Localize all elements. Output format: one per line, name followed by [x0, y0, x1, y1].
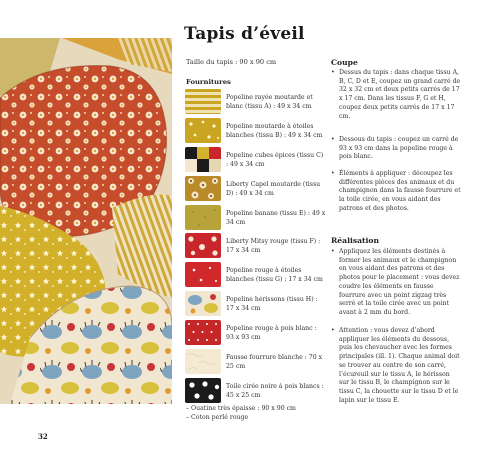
page-title: Tapis d’éveil: [184, 24, 305, 44]
fabric-swatch-white-fur: [185, 349, 221, 374]
supply-label: Popeline rouge à étoiles blanches (tissu G) : 17 x 34 cm: [226, 267, 323, 284]
fabric-swatch-black-dots: [185, 378, 221, 403]
supply-label: Popeline moutarde à étoiles blanches (tissu B) : 49 x 34 cm: [226, 122, 323, 139]
supply-label: Popeline rayée moutarde et blanc (tissu A) : 49 x 34 cm: [226, 94, 313, 110]
supply-label: Toile cirée noire à pois blancs : 45 x 25 cm: [226, 382, 324, 399]
assembly-step: • Appliquez les éléments destinés à former les animaux et le champignon en vous aidant des patrons et des photos pour le placement : vous devez coudre les éléments en fausse fourrure avec un point zigzag très serré et la toile cirée avec un point avant à 2 mm du bord.: [331, 248, 461, 318]
supplies-list: [185, 89, 325, 407]
supply-item: [185, 176, 325, 205]
supply-item: [185, 118, 325, 147]
supply-label: Liberty Capel moutarde (tissu D) : 49 x 34 cm: [226, 180, 321, 197]
cutting-step: • Éléments à appliquer : découpez les différentes pièces des animaux et du champignon dans la fausse fourrure et la toile cirée, en vous aidant des patrons et des photos.: [331, 170, 461, 214]
play-mat-photo: [0, 38, 172, 404]
supply-label: Popeline hérissons (tissu H) : 17 x 34 cm: [226, 296, 318, 313]
extra-supplies: [186, 404, 296, 422]
supply-label: Fausse fourrure blanche : 70 x 25 cm: [226, 354, 323, 371]
page-number: 32: [38, 432, 48, 441]
assembly-step: • Attention : vous devez d’abord appliquer les éléments du dessous, puis les chevaucher avec les formes principales (ill. 1). Chaque animal doit se trouver au centre de son carré, l’écureuil sur le tissu A, le hérisson sur le tissu B, le champignon sur le tissu C, la chouette sur le tissu D et le lapin sur le tissu E.: [331, 327, 461, 405]
supply-label: Popeline rouge à pois blanc : 93 x 93 cm: [226, 325, 317, 342]
supply-label: Popeline cubes épices (tissu C) : 49 x 34 cm: [226, 151, 324, 168]
fabric-swatch-liberty-capel: [185, 176, 221, 201]
fabric-swatch-hedgehogs: [185, 291, 221, 316]
supply-item: [185, 320, 325, 349]
supply-item: [185, 291, 325, 320]
supply-item: [185, 205, 325, 234]
supply-item: [185, 349, 325, 378]
extra-supply-item: – Ouatine très épaisse : 90 x 90 cm: [186, 405, 296, 412]
supplies-heading: Fournitures: [186, 78, 231, 86]
cutting-step: • Dessous du tapis : coupez un carré de 93 x 93 cm dans la popeline rouge à pois blanc.: [331, 136, 461, 162]
supply-item: [185, 262, 325, 291]
supply-label: Liberty Mitsy rouge (tissu F) : 17 x 34 cm: [226, 238, 321, 255]
cutting-heading: Coupe: [331, 58, 358, 67]
mat-size: Taille du tapis : 90 x 90 cm: [186, 58, 277, 66]
fabric-swatch-mustard-stripes: [185, 89, 221, 114]
cutting-step: • Dessus du tapis : dans chaque tissu A, B, C, D et E, coupez un grand carré de 32 x 32 cm et deux petits carrés de 17 x 17 cm. Dans les tissus F, G et H, coupez deux petits carrés de 17 x 17 cm.: [331, 69, 461, 121]
supply-item: [185, 89, 325, 118]
supply-item: [185, 147, 325, 176]
supply-item: [185, 378, 325, 407]
supply-item: [185, 233, 325, 262]
fabric-swatch-banana: [185, 205, 221, 230]
assembly-heading: Réalisation: [331, 236, 380, 245]
fabric-swatch-red-stars: [185, 262, 221, 287]
fabric-swatch-mustard-stars: [185, 118, 221, 143]
supply-label: Popeline banane (tissu E) : 49 x 34 cm: [226, 209, 326, 226]
extra-supply-item: – Coton perlé rouge: [186, 414, 249, 421]
fabric-swatch-spice-cubes: [185, 147, 221, 172]
fabric-swatch-red-dots: [185, 320, 221, 345]
fabric-swatch-liberty-mitsy: [185, 233, 221, 258]
